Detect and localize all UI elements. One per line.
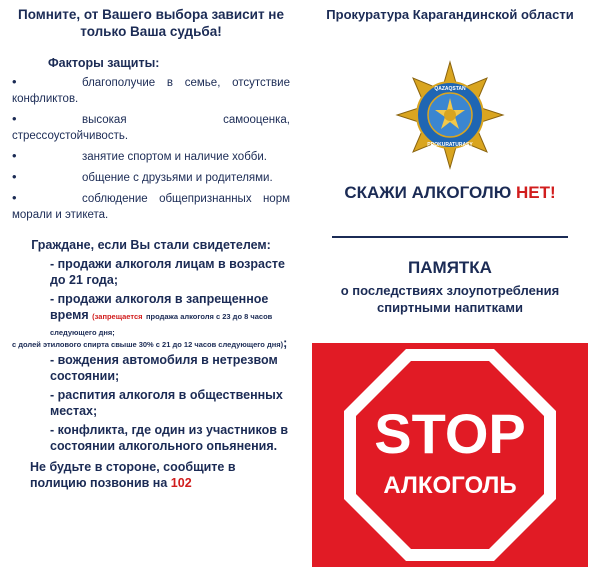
factor-item: • занятие спортом и наличие хобби. [12,148,267,163]
note-red: (запрещается [92,312,143,321]
bullet-icon: • [12,148,17,163]
factor-item: • благополучие в семье, отсутствие конфликтов. [12,74,290,105]
slogan-red-word: НЕТ [515,183,550,202]
emblem-bottom-text: PROKURATURASY [427,142,473,148]
witness-item: - вождения автомобиля в нетрезвом состоянии; [50,353,278,383]
prosecutor-office-title: Прокуратура Карагандинской области [326,7,574,22]
stop-sign-icon [312,343,588,567]
factors-title: Факторы защиты: [48,56,160,70]
prosecutor-emblem-icon [395,60,505,170]
divider [332,236,568,238]
factor-item: • высокая самооценка, стрессоустойчивость. [12,111,290,142]
factor-item: • соблюдение общепризнанных норм морали и этикета. [12,190,290,221]
call-police-text: Не будьте в стороне, сообщите в полицию позвонив на 102 [30,460,236,490]
bullet-icon: • [12,74,17,89]
bullet-icon: • [12,190,17,205]
police-number: 102 [170,476,192,490]
stop-sign-panel [312,343,588,567]
stop-sign-bottom-text: АЛКОГОЛЬ [383,472,517,499]
note-text-2: с долей этилового спирта свыше 30% с 21 до 12 часов следующего дня); [12,336,288,350]
witness-item: - распития алкоголя в общественных местах; [50,388,283,418]
memo-title: ПАМЯТКА [408,258,492,277]
bullet-icon: • [12,111,17,126]
factor-item: • общение с друзьями и родителями. [12,169,273,184]
stop-sign-top-text: STOP [374,402,526,465]
bullet-icon: • [12,169,17,184]
left-column [12,0,290,491]
witness-item: - конфликта, где один из участников в состоянии алкогольного опьянения. [50,423,289,453]
note-text: продажа алкоголя с 23 до 8 часов следующего дня; [50,312,273,337]
slogan: СКАЖИ АЛКОГОЛЮ НЕТ! [344,183,556,202]
citizens-title: Граждане, если Вы стали свидетелем: [31,238,271,252]
witness-item: - продажи алкоголя лицам в возрасте до 21 года; [50,257,285,287]
emblem-top-text: QAZAQSTAN [434,86,466,92]
right-column [312,0,588,315]
memo-subtitle: о последствиях злоупотребления спиртными напитками [340,283,560,315]
witness-item: - продажи алкоголя в запрещенное время (запрещается продажа алкоголя с 23 до 8 часов следующего дня; [50,292,273,337]
page-heading: Помните, от Вашего выбора зависит не только Ваша судьба! [18,7,284,39]
